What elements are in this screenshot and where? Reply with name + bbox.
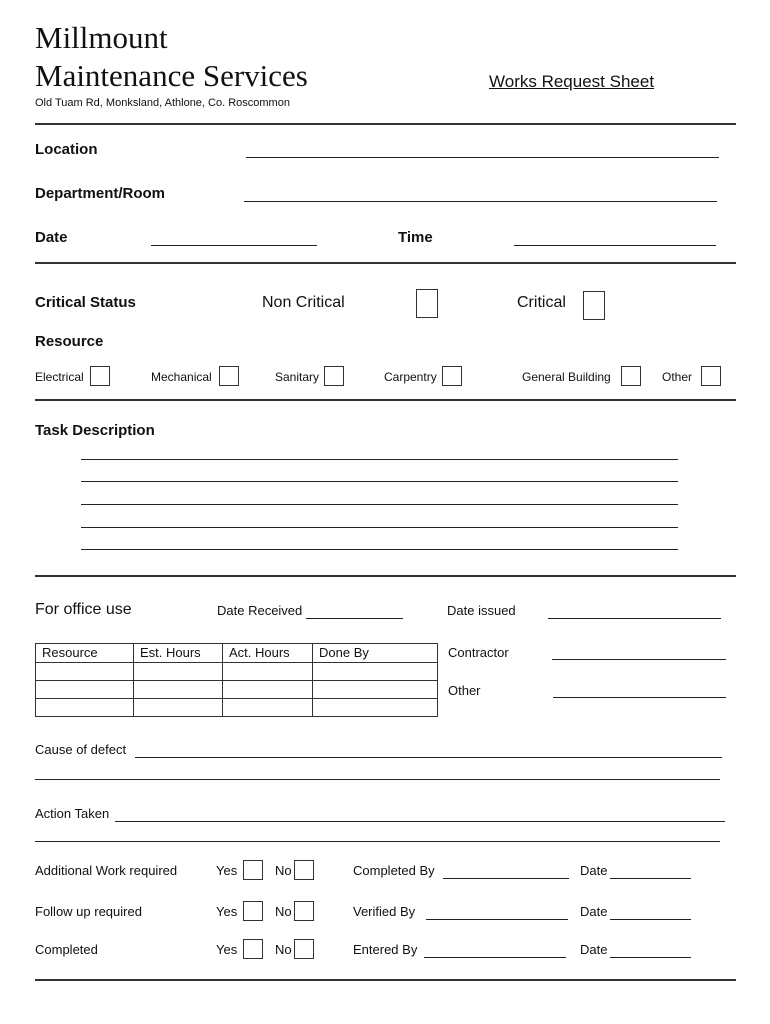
entered-by-line[interactable] — [424, 957, 566, 958]
entered-by-label: Entered By — [353, 942, 418, 957]
no-label: No — [275, 904, 292, 919]
date-issued-label: Date issued — [447, 603, 516, 618]
no-label: No — [275, 942, 292, 957]
contractor-line[interactable] — [552, 659, 726, 660]
table-header: Est. Hours — [134, 644, 223, 663]
table-cell[interactable] — [134, 699, 223, 717]
contractor-label: Contractor — [448, 645, 509, 660]
critical-status-label: Critical Status — [35, 294, 136, 311]
critical-checkbox[interactable] — [583, 291, 605, 320]
task-line[interactable] — [81, 504, 678, 505]
time-label: Time — [398, 229, 433, 246]
critical-label: Critical — [517, 294, 566, 311]
table-cell[interactable] — [313, 699, 438, 717]
time-line[interactable] — [514, 245, 716, 246]
no-label: No — [275, 863, 292, 878]
table-cell[interactable] — [36, 663, 134, 681]
carpentry-checkbox[interactable] — [442, 366, 462, 386]
table-cell[interactable] — [313, 681, 438, 699]
yes-label: Yes — [216, 942, 238, 957]
follow-up-label: Follow up required — [35, 904, 142, 919]
resource-option-label: General Building — [522, 370, 611, 384]
company-name-line2: Maintenance Services — [35, 58, 308, 93]
non-critical-checkbox[interactable] — [416, 289, 438, 318]
table-row — [36, 681, 438, 699]
date-received-line[interactable] — [306, 618, 403, 619]
resource-option-label: Sanitary — [275, 370, 320, 384]
action-taken-line[interactable] — [35, 841, 720, 842]
divider — [35, 575, 736, 577]
office-use-title: For office use — [35, 601, 132, 618]
action-taken-line[interactable] — [115, 821, 725, 822]
date-label: Date — [35, 229, 68, 246]
department-label: Department/Room — [35, 185, 166, 202]
task-line[interactable] — [81, 549, 678, 550]
other-office-line[interactable] — [553, 697, 726, 698]
table-cell[interactable] — [134, 663, 223, 681]
date-line[interactable] — [610, 878, 691, 879]
cause-of-defect-line[interactable] — [135, 757, 722, 758]
table-header: Resource — [36, 644, 134, 663]
follow-up-no-checkbox[interactable] — [294, 901, 314, 921]
completed-yes-checkbox[interactable] — [243, 939, 263, 959]
mechanical-checkbox[interactable] — [219, 366, 239, 386]
company-name-line1: Millmount — [35, 20, 168, 55]
cause-of-defect-line[interactable] — [35, 779, 720, 780]
additional-work-no-checkbox[interactable] — [294, 860, 314, 880]
department-line[interactable] — [244, 201, 717, 202]
date-issued-line[interactable] — [548, 618, 721, 619]
date-line[interactable] — [151, 245, 317, 246]
task-line[interactable] — [81, 481, 678, 482]
electrical-checkbox[interactable] — [90, 366, 110, 386]
resource-option-label: Other — [662, 370, 693, 384]
company-address: Old Tuam Rd, Monksland, Athlone, Co. Roscommon — [35, 97, 290, 109]
sanitary-checkbox[interactable] — [324, 366, 344, 386]
completed-by-line[interactable] — [443, 878, 569, 879]
general-building-checkbox[interactable] — [621, 366, 641, 386]
other-checkbox[interactable] — [701, 366, 721, 386]
additional-work-label: Additional Work required — [35, 863, 178, 878]
resource-option-label: Electrical — [35, 370, 84, 384]
date-line[interactable] — [610, 957, 691, 958]
completed-no-checkbox[interactable] — [294, 939, 314, 959]
divider — [35, 399, 736, 401]
table-cell[interactable] — [36, 681, 134, 699]
table-header: Act. Hours — [223, 644, 313, 663]
date-label: Date — [580, 904, 608, 919]
office-resource-table — [35, 643, 438, 717]
task-line[interactable] — [81, 527, 678, 528]
table-cell[interactable] — [223, 681, 313, 699]
resource-option-label: Mechanical — [151, 370, 212, 384]
table-cell[interactable] — [223, 699, 313, 717]
completed-by-label: Completed By — [353, 863, 435, 878]
resource-option-label: Carpentry — [384, 370, 437, 384]
action-taken-label: Action Taken — [35, 806, 110, 821]
task-line[interactable] — [81, 459, 678, 460]
divider — [35, 123, 736, 125]
divider — [35, 262, 736, 264]
cause-of-defect-label: Cause of defect — [35, 742, 127, 757]
location-label: Location — [35, 141, 98, 158]
other-office-label: Other — [448, 683, 481, 698]
date-line[interactable] — [610, 919, 691, 920]
completed-label: Completed — [35, 942, 98, 957]
verified-by-line[interactable] — [426, 919, 568, 920]
divider — [35, 979, 736, 981]
sheet-title: Works Request Sheet — [489, 72, 655, 91]
additional-work-yes-checkbox[interactable] — [243, 860, 263, 880]
resource-label: Resource — [35, 333, 104, 350]
table-cell[interactable] — [223, 663, 313, 681]
date-label: Date — [580, 863, 608, 878]
yes-label: Yes — [216, 904, 238, 919]
table-header: Done By — [313, 644, 438, 663]
follow-up-yes-checkbox[interactable] — [243, 901, 263, 921]
table-row — [36, 699, 438, 717]
non-critical-label: Non Critical — [262, 294, 345, 311]
table-cell[interactable] — [36, 699, 134, 717]
task-description-label: Task Description — [35, 422, 155, 439]
table-cell[interactable] — [313, 663, 438, 681]
date-label: Date — [580, 942, 608, 957]
date-received-label: Date Received — [217, 603, 303, 618]
table-row — [36, 663, 438, 681]
verified-by-label: Verified By — [353, 904, 416, 919]
table-header-row — [36, 644, 438, 663]
table-cell[interactable] — [134, 681, 223, 699]
yes-label: Yes — [216, 863, 238, 878]
location-line[interactable] — [246, 157, 719, 158]
